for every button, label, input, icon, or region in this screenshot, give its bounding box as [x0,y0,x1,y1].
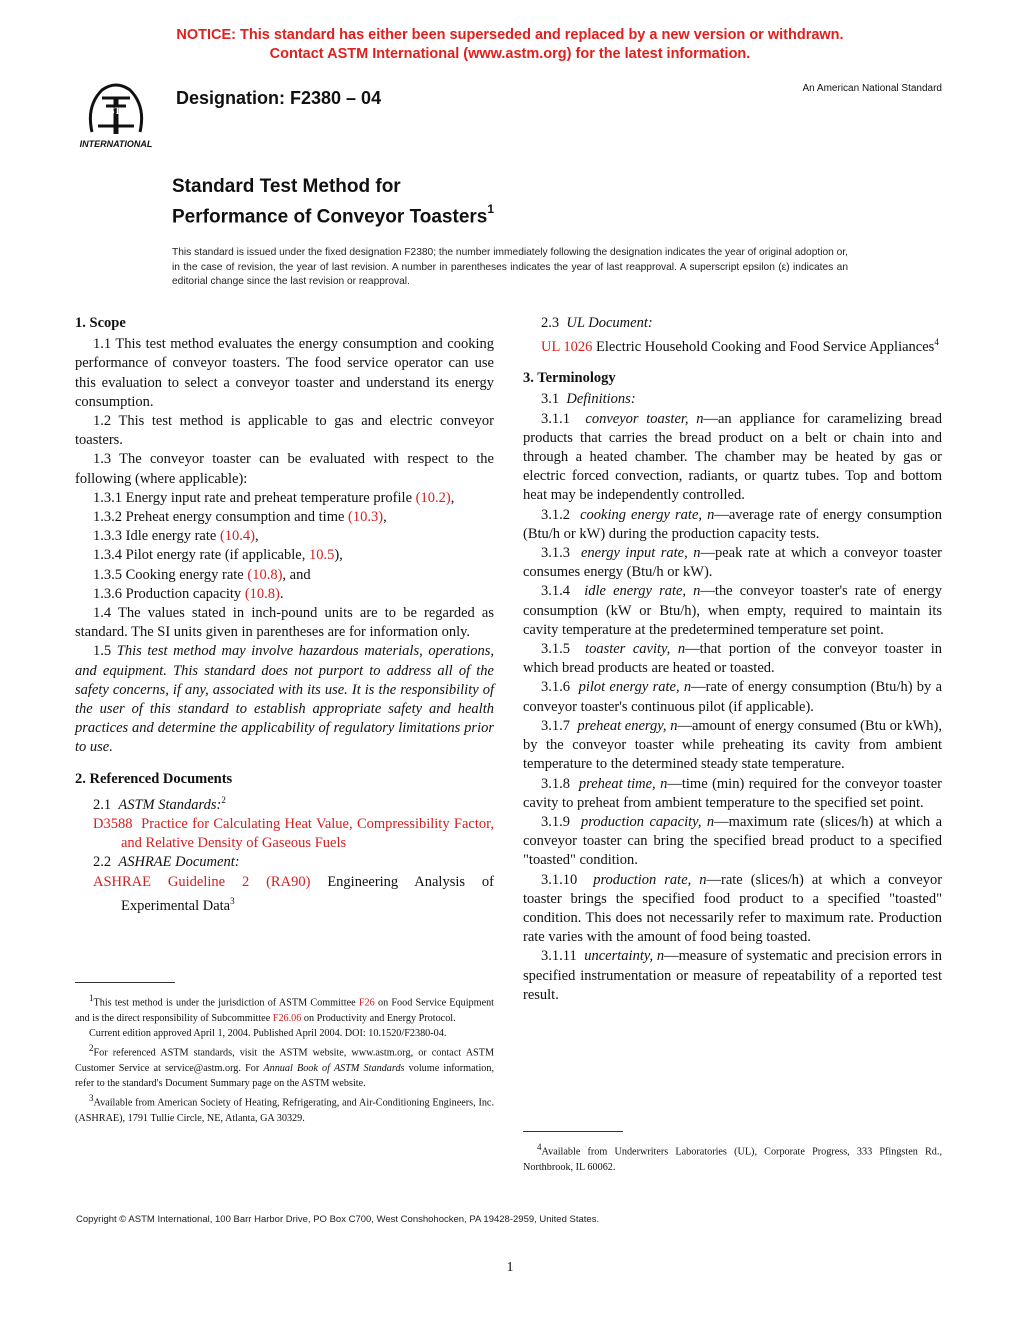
para-1-3-1: 1.3.1 Energy input rate and preheat temperature profile (10.2), [93,489,455,506]
definition-3-1-8: 3.1.8 preheat time, n—time (min) required for the conveyor toaster cavity to preheat from ambient temperature to the specified set point. [523,775,942,811]
para-3-1: 3.1 Definitions: [541,391,636,408]
definition-3-1-2: 3.1.2 cooking energy rate, n—average rate of energy consumption (Btu/h or kW) during the production capacity tests. [523,506,943,542]
definition-3-1-9: 3.1.9 production capacity, n—maximum rate (slices/h) at which a conveyor toaster can bring the specified bread product to a specified "toasted" condition. [523,813,943,869]
page-number: 1 [506,1260,514,1275]
notice-line-1: NOTICE: This standard has either been superseded and replaced by a new version or withdrawn. [176,27,844,43]
ref-d3588 [93,815,494,853]
definition-3-1-10: 3.1.10 production rate, n—rate (slices/h) at which a conveyor toaster brings the specified food product to a specified "toasted" condition. This does not necessarily refer to maximum rate. Production rate varies with the amount of food being toasted. [523,871,943,946]
designation: Designation: F2380 – 04 [176,88,382,108]
title-line-2: Performance of Conveyor Toasters [172,206,488,228]
title-line-1: Standard Test Method for [172,176,401,197]
section-3-heading: 3. Terminology [523,370,616,387]
para-1-3-6: 1.3.6 Production capacity (10.8). [93,585,284,602]
copyright: Copyright © ASTM International, 100 Barr Harbor Drive, PO Box C700, West Conshohocken, PA 19428-2959, United States. [76,1214,600,1225]
ref-10-3-link[interactable]: (10.3) [348,509,384,526]
left-footnotes [75,991,494,1126]
ref-10-5-link[interactable]: 10.5 [308,547,335,564]
supersede-notice [0,26,1020,64]
para-1-2: 1.2 This test method is applicable to gas and electric conveyor toasters. [75,413,494,449]
right-column [523,314,942,1005]
para-1-3-4: 1.3.4 Pilot energy rate (if applicable, 10.5), [93,547,343,564]
para-1-3: 1.3 The conveyor toaster can be evaluated with respect to the following (where applicable): [75,451,494,487]
section-1-heading: 1. Scope [75,315,126,331]
para-1-3-2: 1.3.2 Preheat energy consumption and time (10.3), [93,509,387,526]
ref-10-8-link[interactable]: (10.8) [247,566,283,583]
issued-note: This standard is issued under the fixed designation F2380; the number immediately following the designation indicates the year of original adoption or, in the case of revision, the year of last revision. A number in parentheses indicates the year of last reapproval. A superscript epsilon (ε) indicates an editorial change since the last revision or reapproval. [172,247,848,287]
f26-06-link[interactable]: F26.06 [272,1012,302,1024]
title-footnote-ref: 1 [487,202,495,216]
left-column [75,314,494,916]
footnote-3: $^3$Available from American Society of Heating, Refrigerating, and Air-Conditioning Engineers, Inc. (ASHRAE), 1791 Tullie Circle, NE, Atlanta, GA 30329. [75,1093,494,1124]
definition-3-1-1: 3.1.1 conveyor toaster, n—an appliance for caramelizing bread products that carries the bread product on a belt or chain into and through a heated chamber. The chamber may be heated by gas or electric forced convection, radiants, or quartz tubes. Top and bottom heat may be independently controlled. [523,410,943,504]
footnote-rule-right [523,1131,623,1132]
definition-3-1-6: 3.1.6 pilot energy rate, n—rate of energy consumption (Btu/h) by a conveyor toaster's continuous pilot (if applicable). [523,679,943,715]
ref-ul1026: UL 1026 Electric Household Cooking and Food Service Appliances$^4$ [541,337,939,356]
ul1026-link[interactable]: UL 1026 [541,339,593,356]
definitions-list [523,410,942,1005]
para-1-3-3: 1.3.3 Idle energy rate (10.4), [93,528,259,545]
notice-line-2: Contact ASTM International (www.astm.org) for the latest information. [269,46,751,62]
ref-10-2-link[interactable]: (10.2) [415,489,451,506]
para-1-1: 1.1 This test method evaluates the energy consumption and cooking performance of conveyor toasters. The food service operator can use this evaluation to select a conveyor toaster and understand its energy consumption. [75,336,494,410]
d3588-link[interactable]: D3588 Practice for Calculating Heat Value, Compressibility Factor, and Relative Density of Gaseous Fuels [93,815,494,852]
para-1-5: 1.5 This test method may involve hazardous materials, operations, and equipment. This standard does not purport to address all of the safety concerns, if any, associated with its use. It is the responsibility of the user of this standard to establish appropriate safety and health practices and determine the applicability of regulatory limitations prior to use. [75,643,494,756]
definition-3-1-7: 3.1.7 preheat energy, n—amount of energy consumed (Btu or kWh), by the conveyor toaster while preheating its cavity from ambient temperature to the determined steady state temperature. [523,717,942,773]
definition-3-1-3: 3.1.3 energy input rate, n—peak rate at which a conveyor toaster consumes energy (Btu/h or kW). [523,545,942,581]
footnote-4: $^4$Available from Underwriters Laboratories (UL), Corporate Progress, 333 Pfingsten Rd., Northbrook, IL 60062. [523,1142,942,1173]
definition-3-1-11: 3.1.11 uncertainty, n—measure of systematic and precision errors in specified instrumentation or measure of repeatability of a reported test result. [523,948,942,1003]
section-2-heading: 2. Referenced Documents [75,770,233,787]
logo-subtext: INTERNATIONAL [79,139,153,149]
ans-label: An American National Standard [802,83,942,94]
footnote-1: $^1$This test method is under the jurisdiction of ASTM Committee F26 on Food Service Equipment and is the direct responsibility of Subcommittee F26.06 on Productivity and Energy Protocol. [75,993,495,1024]
right-footnotes [523,1140,942,1175]
ref-ashrae: ASHRAE Guideline 2 (RA90) Engineering Analysis of Experimental Data$^3$ [93,873,494,914]
definition-3-1-5: 3.1.5 toaster cavity, n—that portion of the conveyor toaster in which bread products are heated or toasted. [523,641,943,677]
footnote-2: $^2$For referenced ASTM standards, visit the ASTM website, www.astm.org, or contact ASTM Customer Service at service@astm.org. For Annual Book of ASTM Standards volume information, refer to the standard's Document Summary page on the ASTM website. [75,1043,495,1089]
footnote-1-edition: Current edition approved April 1, 2004. Published April 2004. DOI: 10.1520/F2380-04. [89,1027,447,1039]
ref-10-4-link[interactable]: (10.4) [219,528,256,545]
para-2-3: 2.3 UL Document: [541,315,653,331]
para-1-4: 1.4 The values stated in inch-pound units are to be regarded as standard. The SI units given in parentheses are for information only. [75,605,494,641]
definition-3-1-4: 3.1.4 idle energy rate, n—the conveyor toaster's rate of energy consumption (kW or Btu/h), when empty, required to maintain its cavity temperature at the predetermined temperature set point. [523,583,943,638]
astm-logo [72,76,160,152]
footnote-rule-left [75,982,175,983]
logo-text: ASTM [102,106,130,116]
ashrae-link[interactable]: ASHRAE Guideline 2 (RA90) [93,873,311,890]
ref-10-8-link-2[interactable]: (10.8) [244,585,280,602]
para-2-1: 2.1 ASTM Standards:$^2$ [93,794,226,813]
para-2-2: 2.2 ASHRAE Document: [93,854,240,871]
f26-link[interactable]: F26 [358,997,375,1009]
document-title [172,175,494,229]
para-1-3-5: 1.3.5 Cooking energy rate (10.8), and [93,566,311,583]
